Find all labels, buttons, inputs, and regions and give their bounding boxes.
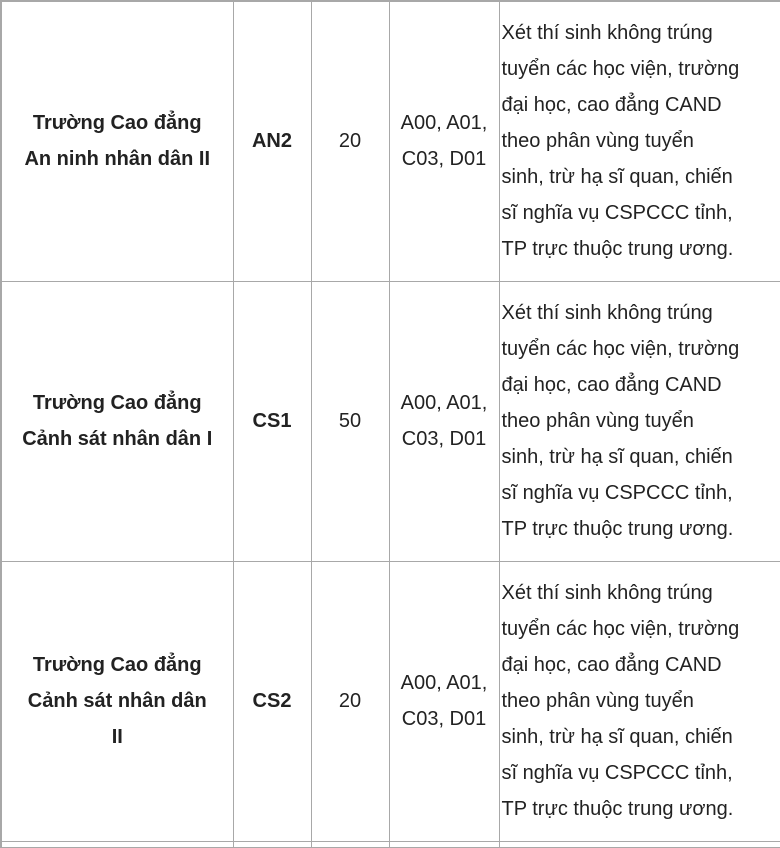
table-row: [1, 281, 780, 561]
note-line: theo phân vùng tuyển: [501, 130, 694, 153]
school-name-cell: [1, 561, 233, 841]
school-name-line: An ninh nhân dân II: [24, 148, 211, 171]
subject-combination-line: A00, A01,: [400, 392, 488, 414]
admission-note-cell: [499, 561, 780, 841]
note-line: Xét thí sinh không trúng: [501, 302, 713, 324]
school-name-line: II: [111, 726, 123, 748]
subject-combination-line: A00, A01,: [400, 112, 488, 135]
note-line: tuyển các học viện, trường: [501, 58, 740, 81]
empty-cell: [389, 841, 499, 847]
note-line: TP trực thuộc trung ương.: [501, 238, 734, 261]
subject-combination-line: C03, D01: [401, 708, 487, 730]
school-name-line: Cảnh sát nhân dân: [27, 690, 207, 712]
note-line: TP trực thuộc trung ương.: [501, 798, 734, 820]
note-line: tuyển các học viện, trường: [501, 618, 740, 640]
note-line: tuyển các học viện, trường: [501, 338, 740, 360]
note-line: Xét thí sinh không trúng: [501, 582, 713, 604]
note-line: sĩ nghĩa vụ CSPCCC tỉnh,: [501, 762, 733, 784]
school-code-cell: AN2: [233, 1, 311, 281]
note-line: sĩ nghĩa vụ CSPCCC tỉnh,: [501, 482, 733, 504]
subject-combination-cell: [389, 561, 499, 841]
table-row: [1, 1, 780, 281]
empty-cell: [311, 841, 389, 847]
quota-cell: 20: [311, 561, 389, 841]
subject-combination-line: C03, D01: [401, 428, 487, 450]
note-line: sinh, trừ hạ sĩ quan, chiến: [501, 446, 733, 468]
note-line: sinh, trừ hạ sĩ quan, chiến: [501, 726, 733, 748]
school-name-cell: [1, 281, 233, 561]
subject-combination-line: C03, D01: [401, 148, 487, 171]
school-name-line: Trường Cao đẳng: [32, 654, 202, 676]
note-line: Xét thí sinh không trúng: [501, 22, 713, 45]
school-name-line: Cảnh sát nhân dân I: [22, 428, 213, 450]
note-line: đại học, cao đẳng CAND: [501, 94, 722, 117]
subject-combination-cell: [389, 281, 499, 561]
note-line: đại học, cao đẳng CAND: [501, 654, 722, 676]
empty-cell: [499, 841, 780, 847]
subject-combination-line: A00, A01,: [400, 672, 488, 694]
subject-combination-cell: [389, 1, 499, 281]
note-line: theo phân vùng tuyển: [501, 410, 694, 432]
empty-cell: [233, 841, 311, 847]
note-line: theo phân vùng tuyển: [501, 690, 694, 712]
quota-cell: 50: [311, 281, 389, 561]
table-row-partial: [1, 841, 780, 847]
note-line: TP trực thuộc trung ương.: [501, 518, 734, 540]
admission-note-cell: [499, 281, 780, 561]
school-name-line: Trường Cao đẳng: [32, 392, 202, 414]
note-line: sĩ nghĩa vụ CSPCCC tỉnh,: [501, 202, 733, 225]
note-line: đại học, cao đẳng CAND: [501, 374, 722, 396]
school-code-cell: CS2: [233, 561, 311, 841]
table-row: [1, 561, 780, 841]
admission-note-cell: [499, 1, 780, 281]
school-name-line: Trường Cao đẳng: [32, 112, 202, 135]
school-name-cell: [1, 1, 233, 281]
note-line: sinh, trừ hạ sĩ quan, chiến: [501, 166, 733, 189]
empty-cell: [1, 841, 233, 847]
quota-cell: 20: [311, 1, 389, 281]
school-code-cell: CS1: [233, 281, 311, 561]
